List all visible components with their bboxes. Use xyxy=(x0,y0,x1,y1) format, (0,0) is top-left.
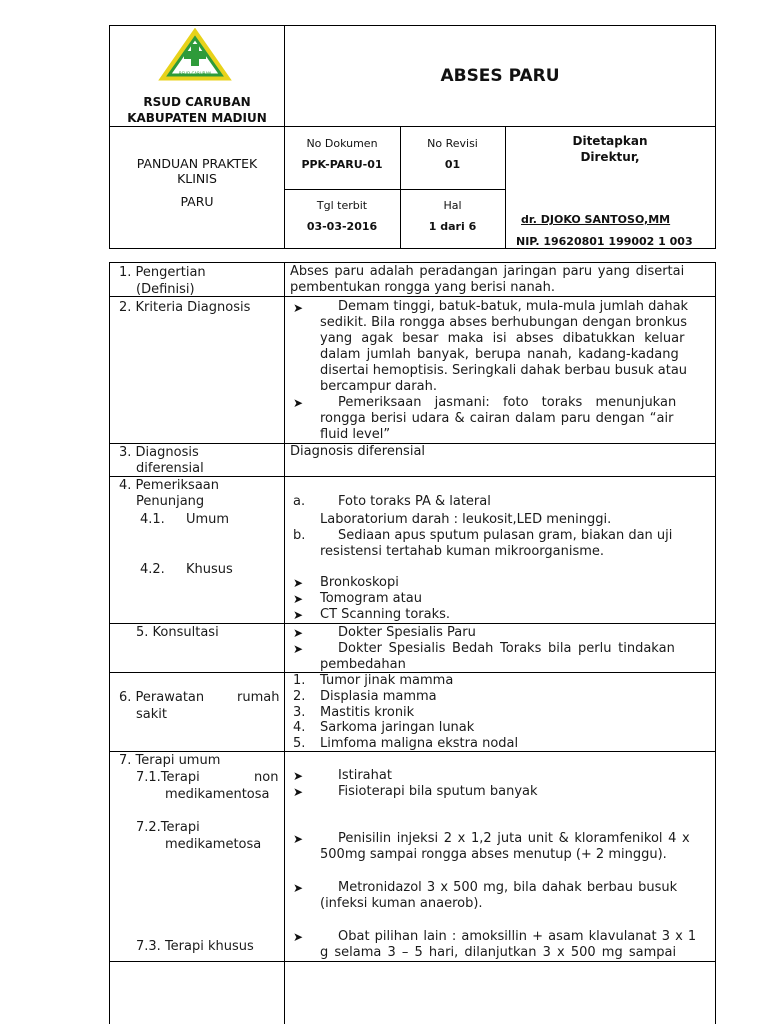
bullet-arrow-icon: ➤ xyxy=(293,592,304,606)
row2-p2-b: rongga berisi udara & cairan dalam paru dengan “air xyxy=(320,411,674,426)
row5-label: 5. Konsultasi xyxy=(136,625,219,640)
row6-item-3: Mastitis kronik xyxy=(320,705,415,720)
row7-1-label-a: 7.1.Terapi xyxy=(136,770,200,785)
tgl-terbit-label: Tgl terbit xyxy=(316,199,368,212)
row6-label-a: 6. Perawatan xyxy=(119,690,205,705)
row4-sub1-number: 4.1. xyxy=(140,512,165,527)
row2-p1-c: yang agak besar maka isi abses dibatukkan keluar xyxy=(320,331,685,346)
row6-num-5: 5. xyxy=(293,736,306,751)
no-dokumen-value: PPK-PARU-01 xyxy=(301,158,383,171)
bullet-arrow-icon: ➤ xyxy=(293,576,304,590)
bullet-arrow-icon: ➤ xyxy=(293,626,304,640)
director-name: dr. DJOKO SANTOSO,MM xyxy=(521,213,671,226)
row6-label-a2: rumah xyxy=(237,690,280,705)
row4-lab-text: Laboratorium darah : leukosit,LED meninggi. xyxy=(320,512,612,527)
row2-label: 2. Kriteria Diagnosis xyxy=(119,300,251,315)
row4-b-text-a: Sediaan apus sputum pulasan gram, biakan dan uji xyxy=(338,528,673,543)
row2-p1-d: dalam jumlah banyak, berupa nanah, kadang-kadang xyxy=(320,347,679,362)
row3-label-a: 3. Diagnosis xyxy=(119,445,199,460)
bullet-arrow-icon: ➤ xyxy=(293,642,304,656)
row7-item-obat-lain-b: g selama 3 – 5 hari, dilanjutkan 3 x 500 mg sampai xyxy=(320,945,677,960)
row7-2-label-b: medikametosa xyxy=(165,837,262,852)
row4-a-marker: a. xyxy=(293,494,306,509)
row2-p1-b: sedikit. Bila rongga abses berhubungan dengan bronkus xyxy=(320,315,688,330)
row5-item-1: Dokter Spesialis Paru xyxy=(338,625,476,640)
row4-label-b: Penunjang xyxy=(136,494,205,509)
bullet-arrow-icon: ➤ xyxy=(293,769,304,783)
row1-label-b: (Definisi) xyxy=(136,282,195,297)
row7-1-label-a2: non xyxy=(254,770,279,785)
hal-label: Hal xyxy=(443,199,462,212)
bullet-arrow-icon: ➤ xyxy=(293,396,304,410)
row4-a-text: Foto toraks PA & lateral xyxy=(338,494,491,509)
row7-item-penisilin-b: 500mg sampai rongga abses menutup (+ 2 minggu). xyxy=(320,847,667,862)
hospital-region: KABUPATEN MADIUN xyxy=(127,111,267,125)
row1-text-a: Abses paru adalah peradangan jaringan paru yang disertai xyxy=(290,264,685,279)
row3-text: Diagnosis diferensial xyxy=(290,444,426,459)
row6-num-1: 1. xyxy=(293,673,306,688)
bullet-arrow-icon: ➤ xyxy=(293,301,304,315)
row6-label-b: sakit xyxy=(136,707,167,722)
row2-p1-a: Demam tinggi, batuk-batuk, mula-mula jumlah dahak xyxy=(338,299,689,314)
row7-item-metronidazol-b: (infeksi kuman anaerob). xyxy=(320,896,483,911)
row6-num-4: 4. xyxy=(293,720,306,735)
row4-b-marker: b. xyxy=(293,528,306,543)
row7-item-penisilin-a: Penisilin injeksi 2 x 1,2 juta unit & kloramfenikol 4 x xyxy=(338,831,690,846)
row6-item-5: Limfoma maligna ekstra nodal xyxy=(320,736,519,751)
row2-p1-e: disertai hemoptisis. Seringkali dahak berbau busuk atau xyxy=(320,363,688,378)
row4-sub2-number: 4.2. xyxy=(140,562,165,577)
no-revisi-label: No Revisi xyxy=(427,137,478,150)
bullet-arrow-icon: ➤ xyxy=(293,832,304,846)
row7-item-istirahat: Istirahat xyxy=(338,768,392,783)
row7-label: 7. Terapi umum xyxy=(119,753,221,768)
row5-item-2b: pembedahan xyxy=(320,657,406,672)
row4-sub2-label: Khusus xyxy=(186,562,233,577)
director-nip: NIP. 19620801 199002 1 003 xyxy=(516,235,693,248)
row6-num-2: 2. xyxy=(293,689,306,704)
row4-khusus-2: Tomogram atau xyxy=(320,591,422,606)
row1-text-b: pembentukan rongga yang berisi nanah. xyxy=(290,280,556,295)
row6-item-4: Sarkoma jaringan lunak xyxy=(320,720,475,735)
row4-khusus-3: CT Scanning toraks. xyxy=(320,607,451,622)
row7-2-label-a: 7.2.Terapi xyxy=(136,820,200,835)
no-revisi-value: 01 xyxy=(444,158,461,171)
no-dokumen-label: No Dokumen xyxy=(306,137,378,150)
row4-sub1-label: Umum xyxy=(186,512,230,527)
row6-item-2: Displasia mamma xyxy=(320,689,437,704)
row7-item-fisioterapi: Fisioterapi bila sputum banyak xyxy=(338,784,538,799)
ditetapkan-label: Ditetapkan xyxy=(572,134,648,148)
row6-item-1: Tumor jinak mamma xyxy=(320,673,454,688)
row1-label-a: 1. Pengertian xyxy=(119,265,206,280)
row4-khusus-1: Bronkoskopi xyxy=(320,575,399,590)
row5-item-2a: Dokter Spesialis Bedah Toraks bila perlu tindakan xyxy=(338,641,675,656)
row2-p2-a: Pemeriksaan jasmani: foto toraks menunjukan xyxy=(338,395,677,410)
hospital-name: RSUD CARUBAN xyxy=(143,95,251,109)
row2-p2-c: fluid level” xyxy=(320,427,391,442)
bullet-arrow-icon: ➤ xyxy=(293,608,304,622)
guide-title-line2: KLINIS xyxy=(177,171,217,186)
page-title: ABSES PARU xyxy=(440,66,560,86)
tgl-terbit-value: 03-03-2016 xyxy=(306,220,378,233)
director-title: Direktur, xyxy=(580,150,640,164)
hospital-logo xyxy=(155,28,235,82)
bullet-arrow-icon: ➤ xyxy=(293,785,304,799)
row3-label-b: diferensial xyxy=(136,461,204,476)
logo-text: RSUD CARUBAN xyxy=(178,71,212,76)
bullet-arrow-icon: ➤ xyxy=(293,930,304,944)
row4-label-a: 4. Pemeriksaan xyxy=(119,478,220,493)
row2-p1-f: bercampur darah. xyxy=(320,379,437,394)
guide-title-line1: PANDUAN PRAKTEK xyxy=(136,156,258,171)
hal-value: 1 dari 6 xyxy=(428,220,477,233)
row6-num-3: 3. xyxy=(293,705,306,720)
row7-1-label-b: medikamentosa xyxy=(165,787,270,802)
guide-specialty: PARU xyxy=(180,194,214,209)
row7-item-metronidazol-a: Metronidazol 3 x 500 mg, bila dahak berbau busuk xyxy=(338,880,678,895)
row4-b-text-b: resistensi tertahab kuman mikroorganisme. xyxy=(320,544,605,559)
bullet-arrow-icon: ➤ xyxy=(293,881,304,895)
row7-item-obat-lain-a: Obat pilihan lain : amoksillin + asam klavulanat 3 x 1 xyxy=(338,929,697,944)
row7-3-label: 7.3. Terapi khusus xyxy=(136,939,254,954)
